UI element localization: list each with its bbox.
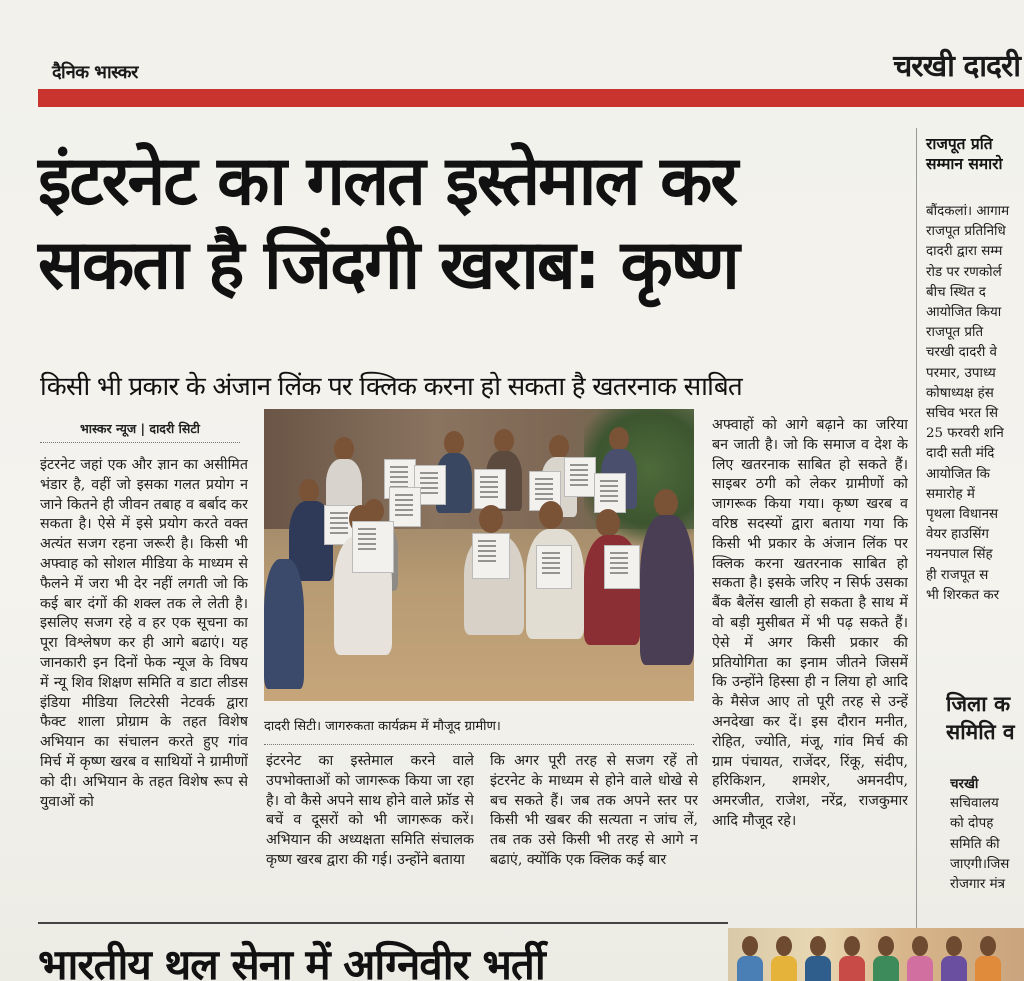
sidebar-line: बीच स्थित द — [926, 284, 986, 300]
sidebar-story-2-title — [946, 690, 1024, 746]
sidebar-story-1-title-line-2: सम्मान समारो — [926, 155, 1003, 173]
sidebar-line: आयोजित किया — [926, 305, 1002, 321]
article-headline — [38, 140, 908, 308]
sidebar-line: रोजगार मंत्र — [950, 877, 1006, 893]
sidebar-story-2-body — [950, 774, 1024, 895]
column-3-text: कि अगर पूरी तरह से सजग रहें तो इंटरनेट के माध्यम से होने वाले धोखे से बच सकते हैं। जब तक अपने स्तर पर किसी भी खबर की सत्यता न जांच लें, तब तक उसे किसी भी तरह से आगे न बढाएं, क्योंकि एक क्लिक कई बार — [490, 753, 698, 868]
newspaper-logo: दैनिक भास्कर — [52, 62, 138, 83]
sidebar-line: पृथला विधानस — [926, 507, 999, 523]
article-subheadline: किसी भी प्रकार के अंजान लिंक पर क्लिक करना हो सकता है खतरनाक साबित — [40, 372, 742, 402]
sidebar-line: परमार, उपाध्य — [926, 365, 996, 381]
headline-line-1: इंटरनेट का गलत इस्तेमाल कर — [38, 142, 737, 221]
sidebar-line: समिति की — [950, 836, 1000, 852]
sidebar-line: सचिव भरत सि — [926, 406, 999, 422]
sidebar-line: सचिवालय — [950, 796, 999, 812]
caption-divider — [264, 744, 694, 745]
bottom-section-divider — [38, 922, 728, 924]
sidebar-line: चरखी दादरी वे — [926, 345, 997, 361]
article-column-3 — [490, 752, 698, 902]
article-column-2 — [266, 752, 474, 902]
sidebar-line: जाएगी।जिस — [950, 856, 1010, 872]
sidebar-line: दादरी द्वारा सम्म — [926, 244, 1003, 260]
sidebar-line: 25 फरवरी शनि — [926, 426, 1004, 442]
headline-line-2: सकता है जिंदगी खराब: कृष्ण — [38, 226, 738, 305]
sidebar-line: समारोह में — [926, 486, 975, 502]
sidebar-line: कोषाध्यक्ष हंस — [926, 385, 994, 401]
sidebar-story-1-body — [926, 202, 1024, 606]
sidebar-line: दादी सती मंदि — [926, 446, 995, 462]
sidebar-story-2-title-line-1: जिला क — [946, 692, 1011, 716]
sidebar-line: चरखी — [950, 776, 979, 792]
bottom-story-headline: भारतीय थल सेना में अग्निवीर भर्ती — [38, 940, 545, 981]
column-4-text: अफ्वाहों को आगे बढ़ाने का जरिया बन जाती है। जो कि समाज व देश के लिए खतरनाक साबित हो सकते हैं। साइबर ठगी को लेकर ग्रामीणों को जागरूक किया गया। कृष्ण खरब व वरिष्ठ सदस्यों द्वारा बताया गया कि किसी भी प्रकार के अंजान लिंक पर क्लिक करना खतरनाक साबित हो सकता है। इसके जरिए न सिर्फ उसका बैंक बैलेंस खाली हो सकता है साथ में वो बड़ी मुसीबत में भी पढ़ सकते हैं। ऐसे में अगर किसी प्रकार की प्रतियोगिता का इनाम जीतने जिसमें कि उन्होंने हिस्सा ही न लिया हो आदि के मैसेज आए तो पूरी तरह से उन्हें अनदेखा कर दें। इस दौरान मनीत, रोहित, ज्योति, मंजू, गांव मिर्च की ग्राम पंचायत, राजेंदर, रिंकू, संदीप, हरिकिशन, शमशेर, अमनदीप, अमरजीत, राजेश, नरेंद्र, राजकुमार आदि मौजूद रहे। — [712, 417, 908, 829]
masthead-red-bar — [38, 89, 1024, 107]
byline-divider — [40, 442, 240, 443]
sidebar-line: वेयर हाउसिंग — [926, 527, 989, 543]
sidebar-line: भी शिरकत कर — [926, 587, 1000, 603]
sidebar-line: राजपूत प्रति — [926, 325, 984, 341]
column-2-text: इंटरनेट का इस्तेमाल करने वाले उपभोक्ताओं को जागरूक किया जा रहा है। वो कैसे अपने साथ होने वाले फ्रॉड से बचें व दूसरों को भी जागरूक करें। अभियान की अध्यक्षता समिति संचालक कृष्ण खरब द्वारा की गई। उन्होंने बताया — [266, 753, 474, 868]
sidebar-line: रोड पर रणकोर्ल — [926, 264, 1002, 280]
article-byline: भास्कर न्यूज | दादरी सिटी — [80, 421, 200, 436]
article-column-1 — [40, 456, 248, 896]
sidebar-line: आयोजित कि — [926, 466, 990, 482]
sidebar-line: बौंदकलां। आगाम — [926, 204, 1010, 219]
sidebar-story-2-title-line-2: समिति व — [946, 720, 1015, 744]
article-photo — [264, 409, 694, 701]
sidebar-line: को दोपह — [950, 816, 994, 832]
sidebar-story-1-title-line-1: राजपूत प्रति — [926, 135, 993, 153]
column-1-text: इंटरनेट जहां एक और ज्ञान का असीमित भंडार है, वहीं जो इसका गलत प्रयोग न जाने कितने ही जीवन तबाह व बर्बाद कर सकता है। ऐसे में इसे प्रयोग करते वक्त अत्यंत सजग रहना जरूरी है। किसी भी अफ्वाह को सोशल मीडिया के माध्यम से फैलने में जरा भी देर नहीं लगती जो कि कई बार दंगों की शक्ल तक ले लेती है। इसलिए सजग रहे व हर एक सूचना का पूरा विश्लेषण कर ही आगे बढाएं। यह जानकारी इन दिनों फेक न्यूज के विषय में न्यू शिव शिक्षण समिति व डाटा लीडस इंडिया मीडिया लिटरेसी नेटवर्क द्वारा फैक्ट शाला प्रोग्राम के तहत विशेष अभियान का संचालन करते हुए गांव मिर्च में कृष्ण खरब व साथियों ने ग्रामीणों को दी। अभियान के तहत विशेष रूप से युवाओं को — [40, 457, 248, 810]
sidebar-line: ही राजपूत स — [926, 567, 989, 583]
article-column-4 — [712, 416, 908, 916]
edition-name: चरखी दादरी — [893, 49, 1020, 84]
sidebar-story-1-title — [926, 134, 1003, 174]
bottom-story-photo — [728, 928, 1024, 981]
photo-caption: दादरी सिटी। जागरुकता कार्यक्रम में मौजूद ग्रामीण। — [264, 719, 501, 734]
sidebar-line: राजपूत प्रतिनिधि — [926, 224, 1006, 240]
sidebar-divider — [916, 128, 917, 928]
sidebar-line: नयनपाल सिंह — [926, 547, 993, 563]
